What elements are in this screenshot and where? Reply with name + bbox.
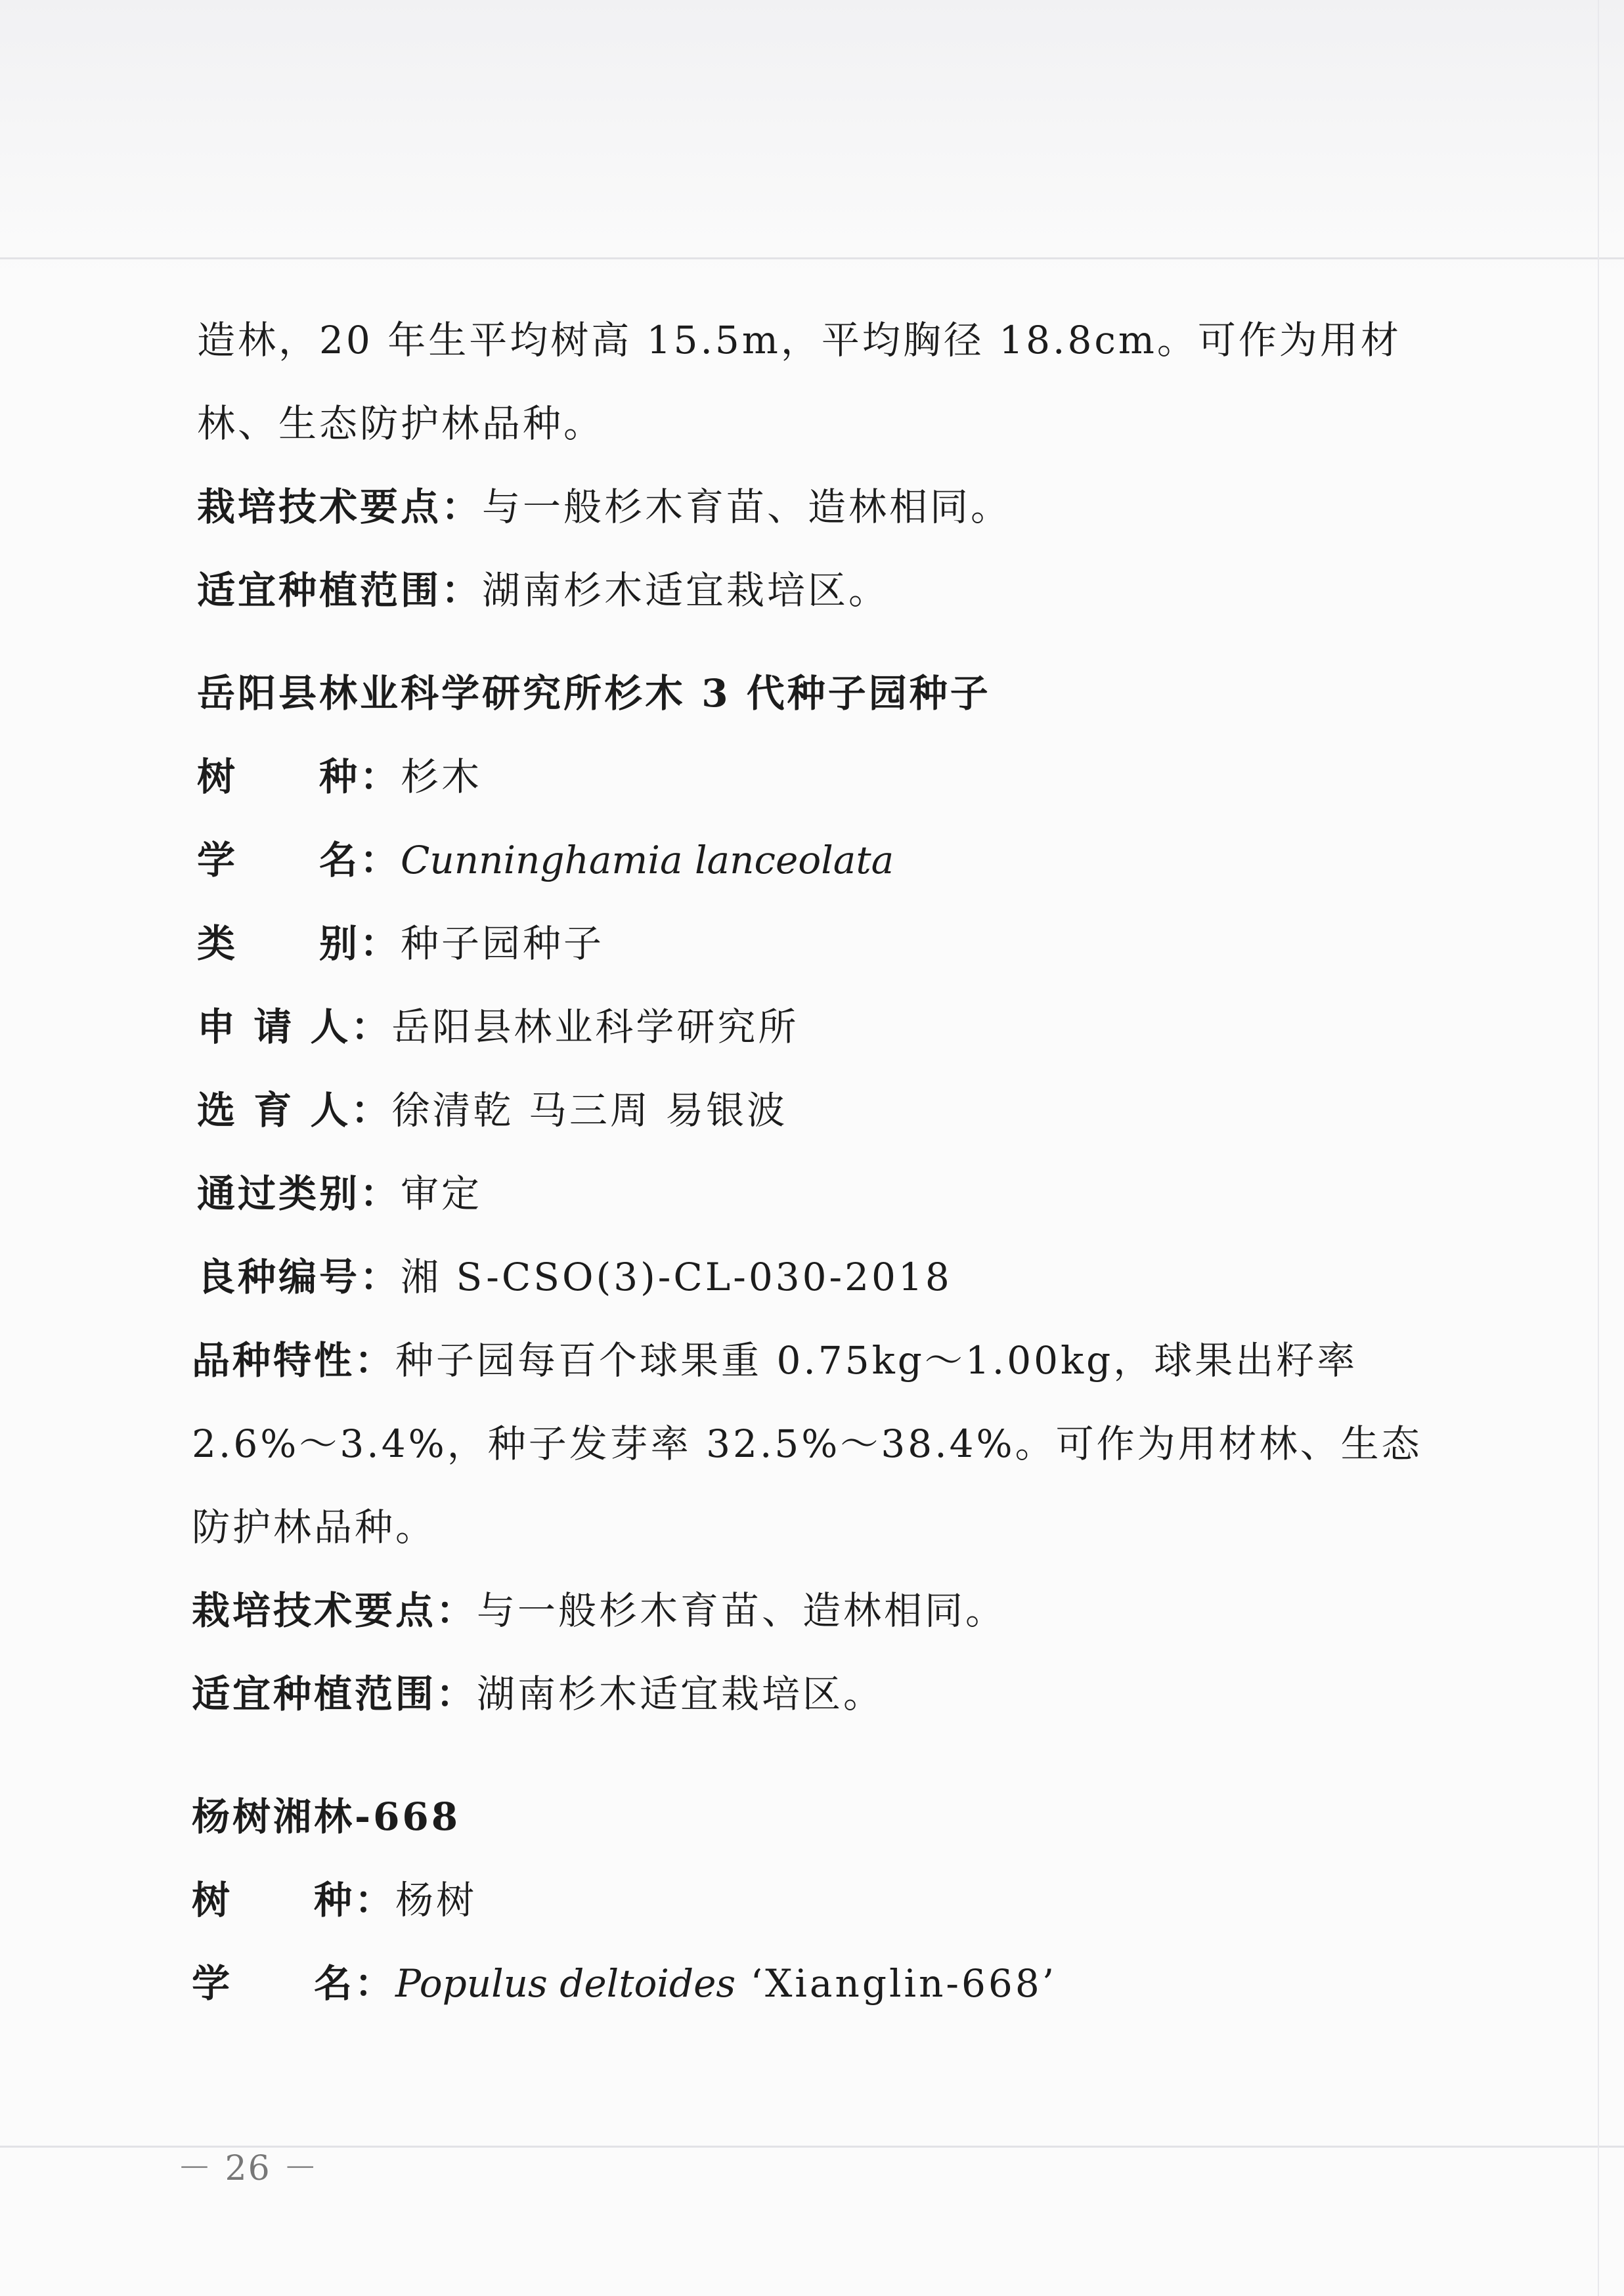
field-value: 种子园种子 xyxy=(401,921,605,966)
top-divider xyxy=(0,257,1624,259)
field-key: 树 种： xyxy=(192,1878,396,1922)
entry1-code xyxy=(197,1236,1412,1319)
field-value: 湖南杉木适宜栽培区。 xyxy=(477,1672,885,1716)
continued-text-line-1: 造林，20 年生平均树高 15.5m，平均胸径 18.8cm。可作为用材 xyxy=(197,318,1401,362)
page-number: － 26 － xyxy=(177,2149,319,2188)
field-key: 树 种： xyxy=(197,754,401,799)
field-value: 与一般杉木育苗、造林相同。 xyxy=(477,1588,1007,1633)
entry1-pass-type xyxy=(197,1152,1412,1236)
field-value: 湖南杉木适宜栽培区。 xyxy=(482,568,890,613)
entry1-title: 岳阳县林业科学研究所杉木 3 代种子园种子 xyxy=(197,671,991,716)
entry1-applicant xyxy=(197,986,1412,1069)
entry2-species xyxy=(192,1859,1412,1942)
field-key: 品种特性： xyxy=(192,1338,396,1383)
field-key: 类 别： xyxy=(197,921,401,966)
entry1-traits-line-1 xyxy=(192,1319,1412,1402)
entry1-traits-line-3: 防护林品种。 xyxy=(192,1505,437,1549)
entry1-cultivation xyxy=(192,1569,1412,1653)
entry1-breeder xyxy=(197,1069,1412,1152)
continued-cultivation xyxy=(197,466,1412,549)
field-value: 与一般杉木育苗、造林相同。 xyxy=(482,485,1012,529)
field-key: 申 请 人： xyxy=(197,1005,392,1049)
field-value: 徐清乾 马三周 易银波 xyxy=(391,1088,788,1133)
field-key: 适宜种植范围： xyxy=(192,1672,477,1716)
scientific-name: Populus deltoides xyxy=(395,1961,736,2006)
field-value: 湘 S-CSO(3)-CL-030-2018 xyxy=(401,1255,952,1299)
field-key: 栽培技术要点： xyxy=(192,1588,477,1633)
entry1-category xyxy=(197,902,1412,986)
field-value: 审定 xyxy=(401,1171,483,1216)
field-value: 种子园每百个球果重 0.75kg～1.00kg，球果出籽率 xyxy=(395,1338,1358,1383)
field-key: 学 名： xyxy=(192,1961,396,2006)
continued-range xyxy=(197,549,1412,632)
page-shade xyxy=(0,0,1624,276)
field-key: 学 名： xyxy=(197,838,401,882)
field-value: 岳阳县林业科学研究所 xyxy=(391,1005,799,1049)
field-key: 栽培技术要点： xyxy=(197,485,483,529)
entry1-species xyxy=(197,735,1412,819)
entry1-range xyxy=(192,1653,1412,1736)
field-value: 杨树 xyxy=(395,1878,477,1922)
field-key: 通过类别： xyxy=(197,1171,401,1216)
scientific-name: Cunninghamia lanceolata xyxy=(401,838,894,882)
field-key: 选 育 人： xyxy=(197,1088,392,1133)
field-key: 良种编号： xyxy=(197,1255,401,1299)
field-key: 适宜种植范围： xyxy=(197,568,483,613)
cultivar-name: ‘Xianglin-668’ xyxy=(735,1961,1057,2006)
continued-text-line-2: 林、生态防护林品种。 xyxy=(197,401,605,446)
entry2-title: 杨树湘林-668 xyxy=(192,1794,461,1839)
entry2-sciname xyxy=(192,1942,1412,2025)
field-value: 杉木 xyxy=(401,754,483,799)
document-body xyxy=(192,299,1422,2025)
page-edge-line xyxy=(1598,0,1599,2296)
entry1-sciname xyxy=(197,819,1412,902)
entry1-traits-line-2: 2.6%～3.4%，种子发芽率 32.5%～38.4%。可作为用材林、生态 xyxy=(192,1421,1422,1466)
